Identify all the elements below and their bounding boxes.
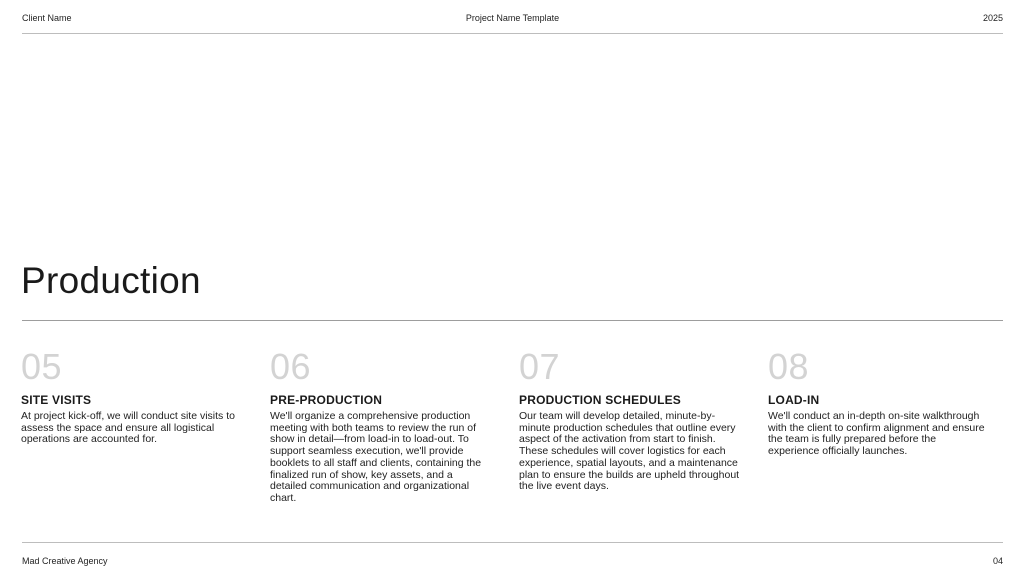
section-pre-production bbox=[270, 345, 492, 505]
client-name: Client Name bbox=[22, 13, 72, 23]
section-number: 06 bbox=[270, 346, 312, 387]
section-load-in bbox=[768, 345, 990, 458]
section-number: 05 bbox=[21, 346, 63, 387]
section-number: 07 bbox=[519, 346, 561, 387]
section-body: We'll organize a comprehensive production meeting with both teams to review the run of show in detail—from load-in to load-out. To support seamless execution, we'll provide booklets to all staff and clients, containing the finalized run of show, key assets, and a detailed communication and organizational chart. bbox=[270, 410, 482, 504]
page-title: Production bbox=[21, 260, 201, 301]
section-heading: PRODUCTION SCHEDULES bbox=[519, 393, 682, 407]
section-body: Our team will develop detailed, minute-by-minute production schedules that outline every aspect of the activation from start to finish. These schedules will cover logistics for each experience, spatial layouts, and a maintenance plan to ensure the builds are upheld throughout the live event days. bbox=[519, 410, 740, 493]
title-divider bbox=[22, 320, 1003, 321]
section-body: We'll conduct an in-depth on-site walkthrough with the client to confirm alignment and ensure the team is fully prepared before the experience officially launches. bbox=[768, 410, 985, 458]
section-body: At project kick-off, we will conduct site visits to assess the space and ensure all logistical operations are accounted for. bbox=[21, 410, 235, 446]
agency-name: Mad Creative Agency bbox=[22, 556, 108, 566]
page-number: 04 bbox=[992, 556, 1003, 566]
section-site-visits bbox=[21, 345, 243, 446]
section-number: 08 bbox=[768, 346, 810, 387]
section-heading: PRE-PRODUCTION bbox=[270, 393, 383, 407]
section-heading: SITE VISITS bbox=[21, 393, 92, 407]
page-footer bbox=[22, 542, 1003, 576]
page-header bbox=[22, 0, 1003, 34]
section-heading: LOAD-IN bbox=[768, 393, 820, 407]
project-name: Project Name Template bbox=[465, 13, 560, 23]
section-production-schedules bbox=[519, 345, 741, 493]
year: 2025 bbox=[982, 13, 1003, 23]
